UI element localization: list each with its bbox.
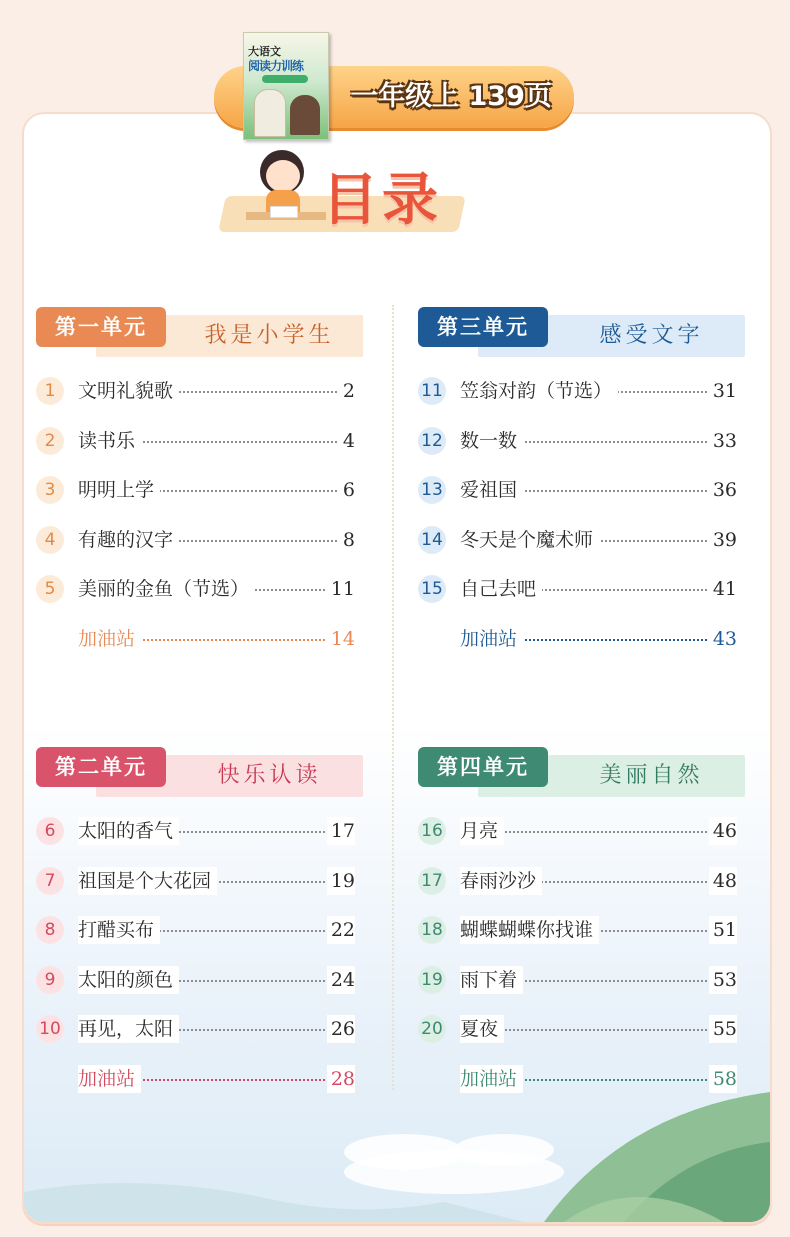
title-block [222, 146, 482, 236]
lesson-number: 10 [36, 1015, 64, 1043]
lesson-title: 数一数 [460, 427, 523, 455]
book-cover-image [243, 32, 329, 140]
lesson-page: 51 [709, 916, 737, 944]
lesson-title: 祖国是个大花园 [78, 867, 217, 895]
lesson-number: 7 [36, 867, 64, 895]
lesson-title: 太阳的颜色 [78, 966, 179, 994]
lesson-page: 4 [339, 427, 355, 455]
lesson-title: 太阳的香气 [78, 817, 179, 845]
lesson-page: 6 [339, 476, 355, 504]
lesson-title: 美丽的金鱼（节选） [78, 575, 255, 603]
unit-theme: 快乐认读 [217, 763, 322, 788]
lesson-page: 19 [327, 867, 355, 895]
lesson-title: 冬天是个魔术师 [460, 526, 599, 554]
lesson-number: 13 [418, 476, 446, 504]
unit-header [418, 747, 743, 797]
lesson-page: 8 [339, 526, 355, 554]
toc-row[interactable] [418, 565, 743, 615]
toc-row[interactable] [36, 906, 361, 956]
lesson-title: 再见，太阳 [78, 1015, 179, 1043]
unit-section [418, 307, 743, 664]
extra-page: 58 [709, 1065, 737, 1093]
extra-page: 28 [327, 1065, 355, 1093]
cover-series-line2: 阅读力训练 [248, 59, 304, 73]
girl-face [266, 160, 300, 192]
lesson-number: 6 [36, 817, 64, 845]
unit-theme: 我是小学生 [204, 323, 335, 348]
lesson-number: 11 [418, 377, 446, 405]
lesson-number: 18 [418, 916, 446, 944]
lesson-title: 月亮 [460, 817, 504, 845]
lesson-page: 53 [709, 966, 737, 994]
unit-header [418, 307, 743, 357]
toc-row[interactable] [418, 1005, 743, 1055]
lesson-title: 有趣的汉字 [78, 526, 179, 554]
extra-page: 43 [709, 625, 737, 653]
column-divider [392, 305, 394, 1090]
lesson-page: 36 [709, 476, 737, 504]
extra-title: 加油站 [78, 1065, 141, 1093]
lesson-title: 雨下着 [460, 966, 523, 994]
unit-section [36, 307, 361, 664]
toc-row[interactable] [36, 466, 361, 516]
lesson-page: 46 [709, 817, 737, 845]
lesson-title: 笠翁对韵（节选） [460, 377, 618, 405]
extra-title: 加油站 [460, 1065, 523, 1093]
lesson-number: 8 [36, 916, 64, 944]
lesson-number: 1 [36, 377, 64, 405]
toc-row[interactable] [36, 565, 361, 615]
toc-row[interactable] [418, 466, 743, 516]
toc-row[interactable] [418, 417, 743, 467]
lesson-title: 明明上学 [78, 476, 160, 504]
cover-tag [262, 75, 308, 83]
lesson-title: 自己去吧 [460, 575, 542, 603]
lesson-number: 20 [418, 1015, 446, 1043]
unit-section [418, 747, 743, 1104]
unit-header [36, 307, 361, 357]
lesson-title: 打醋买布 [78, 916, 160, 944]
toc-row-extra[interactable] [418, 1055, 743, 1105]
unit-tag: 第二单元 [36, 747, 166, 787]
toc-row-extra[interactable] [418, 615, 743, 665]
unit-section [36, 747, 361, 1104]
lesson-title: 读书乐 [78, 427, 141, 455]
lesson-number: 3 [36, 476, 64, 504]
toc-row[interactable] [36, 956, 361, 1006]
lesson-page: 17 [327, 817, 355, 845]
unit-tag: 第四单元 [418, 747, 548, 787]
lesson-page: 39 [709, 526, 737, 554]
toc-row[interactable] [418, 367, 743, 417]
lesson-page: 31 [709, 377, 737, 405]
toc-row-extra[interactable] [36, 615, 361, 665]
lesson-title: 夏夜 [460, 1015, 504, 1043]
lesson-page: 2 [339, 377, 355, 405]
unit-tag: 第一单元 [36, 307, 166, 347]
lesson-number: 17 [418, 867, 446, 895]
cover-series-line1: 大语文 [248, 45, 281, 58]
lesson-page: 33 [709, 427, 737, 455]
unit-theme: 感受文字 [599, 323, 704, 348]
lesson-number: 14 [418, 526, 446, 554]
toc-row[interactable] [418, 906, 743, 956]
lesson-page: 22 [327, 916, 355, 944]
extra-page: 14 [327, 625, 355, 653]
unit-header [36, 747, 361, 797]
lesson-number: 19 [418, 966, 446, 994]
lesson-page: 48 [709, 867, 737, 895]
toc-row[interactable] [36, 516, 361, 566]
unit-theme: 美丽自然 [599, 763, 704, 788]
lesson-number: 5 [36, 575, 64, 603]
extra-title: 加油站 [78, 625, 141, 653]
lesson-title: 爱祖国 [460, 476, 523, 504]
toc-row[interactable] [36, 807, 361, 857]
lesson-number: 2 [36, 427, 64, 455]
unit-tag: 第三单元 [418, 307, 548, 347]
lesson-page: 26 [327, 1015, 355, 1043]
toc-row[interactable] [418, 807, 743, 857]
lesson-title: 文明礼貌歌 [78, 377, 179, 405]
cover-figure-right [290, 95, 320, 135]
paper [270, 206, 298, 218]
toc-row-extra[interactable] [36, 1055, 361, 1105]
toc-row[interactable] [36, 367, 361, 417]
lesson-page: 55 [709, 1015, 737, 1043]
lesson-number: 16 [418, 817, 446, 845]
extra-title: 加油站 [460, 625, 523, 653]
toc-row[interactable] [418, 956, 743, 1006]
lesson-number: 15 [418, 575, 446, 603]
lesson-number: 4 [36, 526, 64, 554]
lesson-page: 24 [327, 966, 355, 994]
page-title: 目录 [322, 168, 442, 233]
lesson-page: 11 [327, 575, 355, 603]
toc-row[interactable] [418, 516, 743, 566]
lesson-title: 春雨沙沙 [460, 867, 542, 895]
toc-row[interactable] [36, 417, 361, 467]
toc-row[interactable] [418, 857, 743, 907]
lesson-title: 蝴蝶蝴蝶你找谁 [460, 916, 599, 944]
lesson-number: 12 [418, 427, 446, 455]
toc-row[interactable] [36, 1005, 361, 1055]
lesson-number: 9 [36, 966, 64, 994]
lesson-page: 41 [709, 575, 737, 603]
toc-row[interactable] [36, 857, 361, 907]
cover-figure-left [254, 89, 286, 137]
banner-text: 一年级上 139页 [351, 81, 552, 112]
